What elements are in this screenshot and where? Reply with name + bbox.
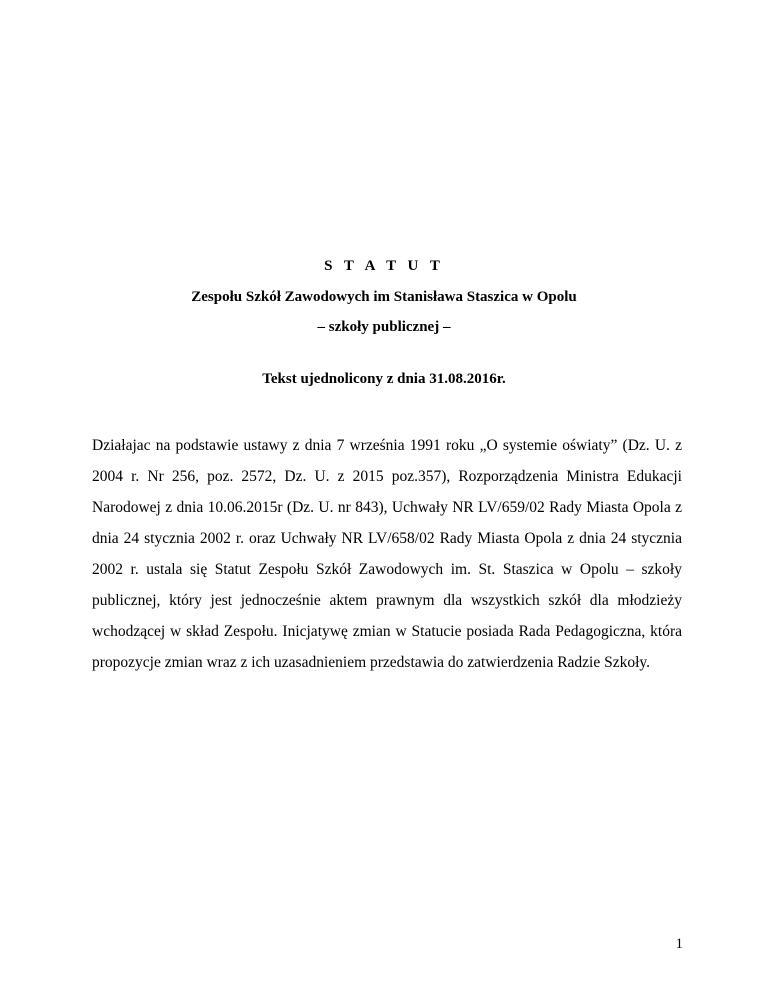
paragraph-line: propozycje zmian wraz z ich uzasadnieniem przedstawia do zatwierdzenia Radzie Szkoły. <box>92 654 651 671</box>
school-name-heading: Zespołu Szkół Zawodowych im Stanisława Staszica w Opolu <box>191 289 577 305</box>
paragraph-line: 2002 r. ustala się Statut Zespołu Szkół Zawodowych im. St. Staszica w Opolu – szkoły <box>92 561 682 578</box>
paragraph-line: Działajac na podstawie ustawy z dnia 7 września 1991 roku „O systemie oświaty” (Dz. U. z <box>92 437 682 454</box>
document-title: S T A T U T <box>324 258 444 274</box>
page-number: 1 <box>675 936 683 952</box>
preamble-paragraph <box>92 436 682 684</box>
consolidated-text-heading: Tekst ujednolicony z dnia 31.08.2016r. <box>262 371 506 387</box>
paragraph-line: dnia 24 stycznia 2002 r. oraz Uchwały NR LV/658/02 Rady Miasta Opola z dnia 24 stycznia <box>92 530 682 547</box>
paragraph-line: publicznej, który jest jednocześnie aktem prawnym dla wszystkich szkół dla młodzieży <box>92 592 682 609</box>
school-type-heading: – szkoły publicznej – <box>317 319 451 335</box>
paragraph-line: 2004 r. Nr 256, poz. 2572, Dz. U. z 2015 poz.357), Rozporządzenia Ministra Edukacji <box>92 468 682 485</box>
paragraph-line: wchodzącej w skład Zespołu. Inicjatywę zmian w Statucie posiada Rada Pedagogiczna, która <box>92 623 682 640</box>
paragraph-line: Narodowej z dnia 10.06.2015r (Dz. U. nr 843), Uchwały NR LV/659/02 Rady Miasta Opola z <box>92 499 682 516</box>
